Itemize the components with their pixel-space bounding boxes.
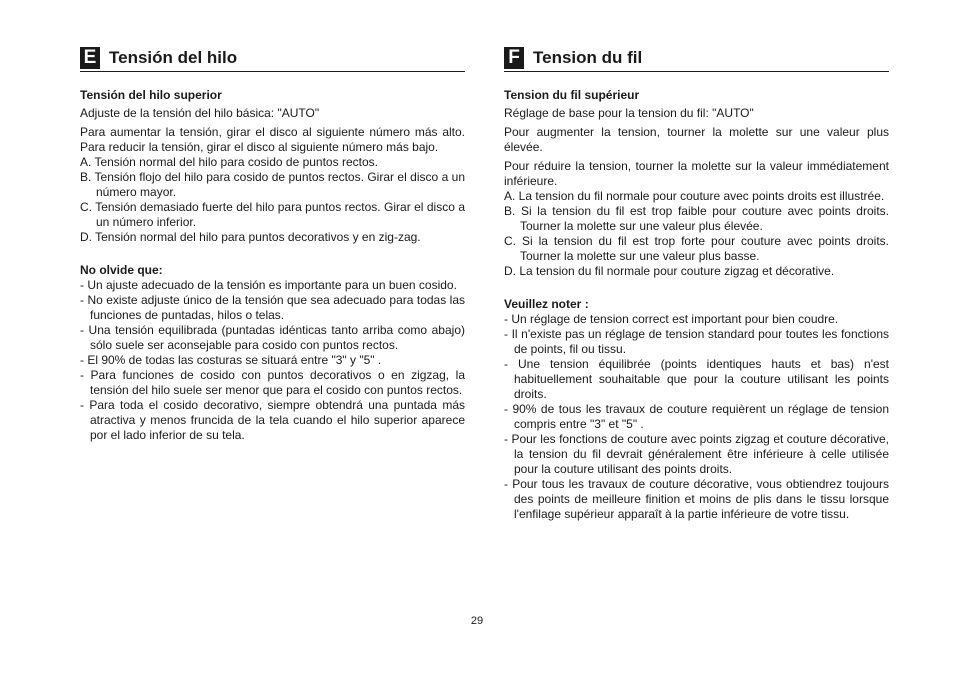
list-item: C. Si la tension du fil est trop forte pour couture avec points droits. Tourner la molette sur une valeur plus basse. — [504, 234, 889, 263]
paragraph-es: Para aumentar la tensión, girar el disco al siguiente número más alto. Para reducir la tensión, girar el disco al siguiente número más bajo. — [80, 125, 465, 154]
note-item: - El 90% de todas las costuras se situará entre "3" y "5" . — [80, 353, 382, 367]
list-item: B. Tensión flojo del hilo para cosido de puntos rectos. Girar el disco a un número mayor. — [80, 170, 465, 199]
intro-es: Adjuste de la tensión del hilo básica: "AUTO" — [80, 106, 320, 120]
note-item: - Para funciones de cosido con puntos decorativos o en zigzag, la tensión del hilo suele ser menor que para el cosido con puntos rectos. — [80, 368, 465, 397]
note-item: - Para toda el cosido decorativo, siempre obtendrá una puntada más atractiva y menos fruncida de la tela cuando el hilo superior aparece por el lado inferior de su tela. — [80, 398, 465, 442]
note-item: - Un ajuste adecuado de la tensión es importante para un buen cosido. — [80, 278, 457, 292]
section-body-fr — [504, 88, 889, 522]
french-section — [504, 46, 889, 522]
note-item: - No existe adjuste único de la tensión que sea adecuado para todas las funciones de puntadas, hilos o telas. — [80, 293, 465, 322]
subheading-es: Tensión del hilo superior — [80, 88, 222, 102]
spanish-section — [80, 46, 465, 443]
language-badge-e: E — [80, 47, 100, 69]
paragraph-fr: Pour réduire la tension, tourner la molette sur la valeur immédiatement inférieure. — [504, 159, 889, 188]
page-number: 29 — [470, 615, 484, 627]
list-item: A. Tensión normal del hilo para cosido de puntos rectos. — [80, 155, 378, 169]
list-item: B. Si la tension du fil est trop faible pour couture avec points droits. Tourner la molette sur une valeur plus élevée. — [504, 204, 889, 233]
language-badge-f: F — [504, 47, 524, 69]
section-title-fr: Tension du fil — [533, 48, 643, 67]
list-item: C. Tensión demasiado fuerte del hilo para puntos rectos. Girar el disco a un número inferior. — [80, 200, 465, 229]
note-item: - Une tension équilibrée (points identiques hauts et bas) n'est habituellement souhaitable que pour la couture utilisant les points droits. — [504, 357, 889, 401]
section-body-es — [80, 88, 465, 443]
section-header-es — [80, 46, 465, 72]
section-title-es: Tensión del hilo — [109, 48, 238, 67]
note-item: - Pour tous les travaux de couture décorative, vous obtiendrez toujours des points de meilleure finition et moins de plis dans le tissu lorsque l'enfilage supérieur apparaît à la partie inférieure de votre tissu. — [504, 477, 889, 521]
note-item: - Una tensión equilibrada (puntadas idénticas tanto arriba como abajo) sólo suele ser aconsejable para cosido con puntos rectos. — [80, 323, 465, 352]
list-item: D. La tension du fil normale pour couture zigzag et décorative. — [504, 264, 835, 278]
note-item: - Il n'existe pas un réglage de tension standard pour toutes les fonctions de points, fil ou tissu. — [504, 327, 889, 356]
paragraph-fr: Pour augmenter la tension, tourner la molette sur une valeur plus élevée. — [504, 125, 889, 154]
list-item: A. La tension du fil normale pour couture avec points droits est illustrée. — [504, 189, 885, 203]
note-item: - Un réglage de tension correct est important pour bien coudre. — [504, 312, 839, 326]
subheading-fr: Tension du fil supérieur — [504, 88, 640, 102]
note-item: - Pour les fonctions de couture avec points zigzag et couture décorative, la tension du fil devrait généralement être inférieure à celle utilisée pour la couture utilisant des points droits. — [504, 432, 889, 476]
note-heading-es: No olvide que: — [80, 263, 163, 277]
intro-fr: Réglage de base pour la tension du fil: "AUTO" — [504, 106, 754, 120]
section-header-fr — [504, 46, 889, 72]
note-item: - 90% de tous les travaux de couture requièrent un réglage de tension compris entre "3" et "5" . — [504, 402, 889, 431]
list-item: D. Tensión normal del hilo para puntos decorativos y en zig-zag. — [80, 230, 421, 244]
note-heading-fr: Veuillez noter : — [504, 297, 589, 311]
